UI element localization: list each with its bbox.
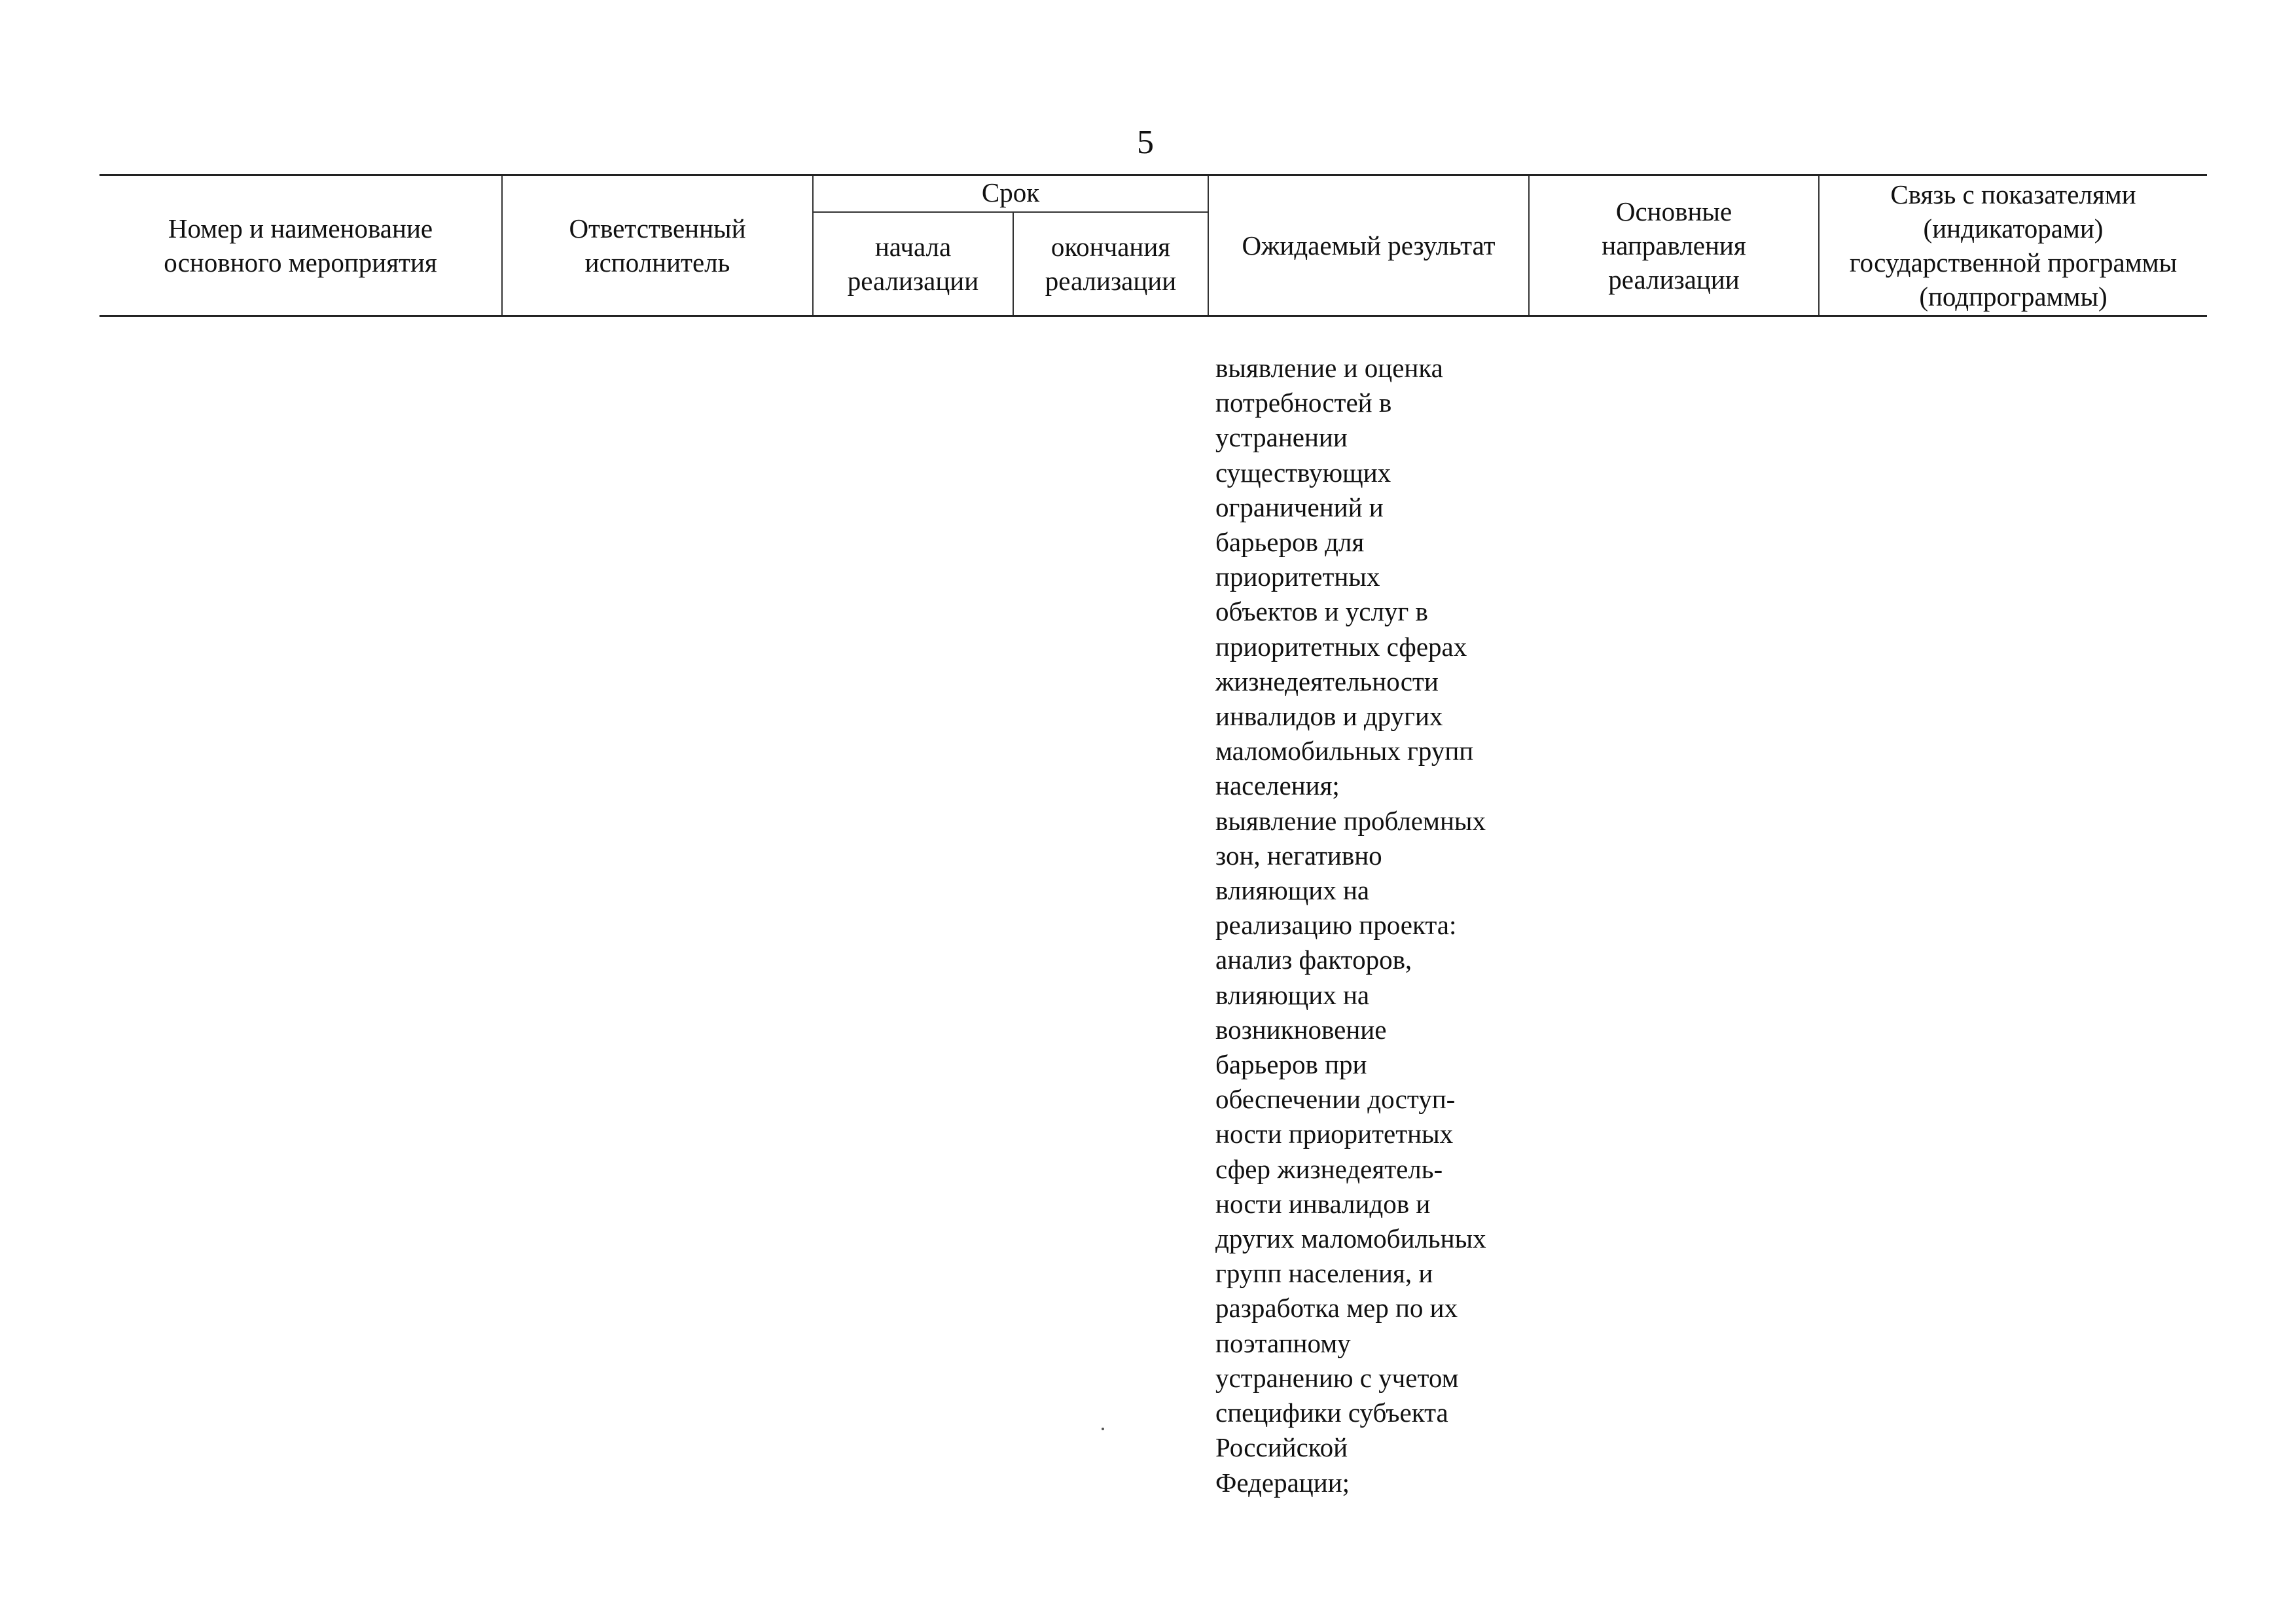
result-line: сфер жизнедеятель- <box>1215 1153 1443 1184</box>
header-main-directions-line: направления <box>1602 230 1746 261</box>
header-link-indicators-line: государственной программы <box>1849 247 2178 278</box>
result-line: разработка мер по их <box>1215 1293 1458 1324</box>
result-line: выявление и оценка <box>1215 353 1443 383</box>
table-header <box>99 174 2207 317</box>
result-line: приоритетных <box>1215 562 1380 592</box>
result-line: существующих <box>1215 457 1391 488</box>
header-link-indicators-line: Связь с показателями <box>1890 179 2136 209</box>
result-line: населения; <box>1215 770 1340 801</box>
header-term-start-line: реализации <box>847 266 979 296</box>
result-line: специфики субъекта <box>1215 1398 1448 1428</box>
header-main-directions-line: Основные <box>1615 196 1732 226</box>
header-main-directions-line: реализации <box>1608 264 1740 295</box>
result-line: влияющих на <box>1215 875 1370 906</box>
header-expected-result: Ожидаемый результат <box>1208 175 1529 316</box>
header-term: Срок <box>813 175 1208 213</box>
header-responsible <box>502 175 813 316</box>
result-line: Российской <box>1215 1432 1348 1463</box>
header-main-directions <box>1529 175 1819 316</box>
result-line: объектов и услуг в <box>1215 596 1428 627</box>
header-number-and-name <box>99 175 502 316</box>
result-line: ности приоритетных <box>1215 1119 1454 1149</box>
result-line: потребностей в <box>1215 388 1392 418</box>
result-line: приоритетных сферах <box>1215 631 1467 662</box>
result-line: возникновение <box>1215 1014 1387 1045</box>
header-term-end-line: окончания <box>1050 232 1171 262</box>
result-line: зон, негативно <box>1215 840 1382 871</box>
result-line: других маломобильных <box>1215 1223 1486 1254</box>
header-term-start <box>813 212 1013 316</box>
result-line: реализацию проекта: <box>1215 910 1457 941</box>
result-line: влияющих на <box>1215 979 1370 1010</box>
header-responsible-line: исполнитель <box>584 247 730 278</box>
result-line: обеспечении доступ- <box>1215 1084 1456 1115</box>
result-line: ности инвалидов и <box>1215 1188 1431 1219</box>
result-line: анализ факторов, <box>1215 945 1412 975</box>
header-link-indicators-line: (индикаторами) <box>1923 213 2104 244</box>
page-number: 5 <box>1137 124 1154 161</box>
result-line: инвалидов и других <box>1215 701 1443 732</box>
result-line: маломобильных групп <box>1215 736 1474 767</box>
header-link-indicators <box>1819 175 2207 316</box>
result-line: ограничений и <box>1215 492 1384 522</box>
result-line: жизнедеятельности <box>1215 666 1439 696</box>
header-number-and-name-line: Номер и наименование <box>168 213 433 244</box>
result-line: выявление проблемных <box>1215 805 1486 836</box>
header-link-indicators-line: (подпрограммы) <box>1919 281 2108 312</box>
expected-result-text <box>1215 351 1556 1500</box>
header-term-start-line: начала <box>874 232 952 262</box>
result-line: устранению с учетом <box>1215 1362 1459 1393</box>
result-line: групп населения, и <box>1215 1258 1433 1289</box>
result-line: барьеров для <box>1215 527 1365 558</box>
result-line: поэтапному <box>1215 1327 1351 1358</box>
result-line: Федерации; <box>1215 1467 1350 1498</box>
header-responsible-line: Ответственный <box>569 213 746 244</box>
result-line: устранении <box>1215 422 1348 453</box>
header-term-end-line: реализации <box>1045 266 1177 296</box>
result-line: барьеров при <box>1215 1049 1367 1080</box>
header-number-and-name-line: основного мероприятия <box>164 247 437 278</box>
scan-speck <box>1102 1428 1104 1430</box>
header-term-end <box>1013 212 1208 316</box>
